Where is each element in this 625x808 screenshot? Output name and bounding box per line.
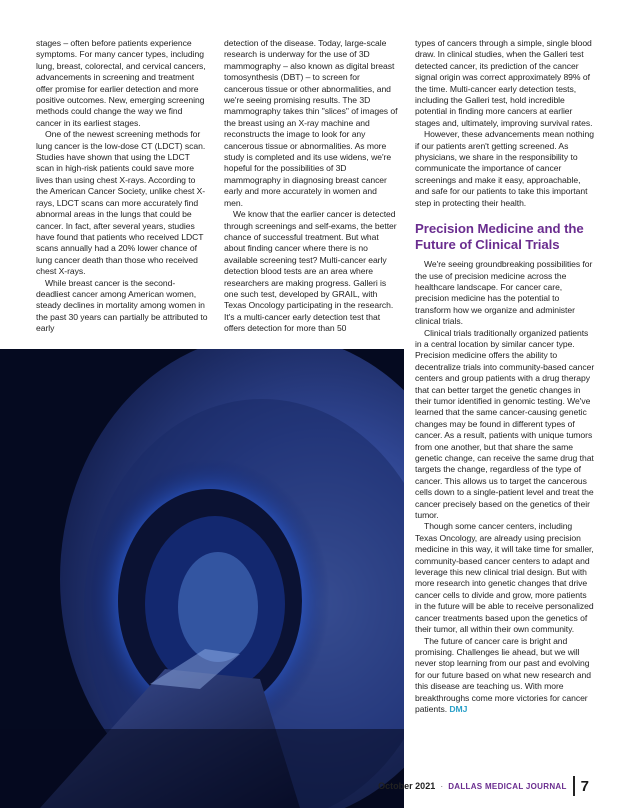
paragraph: However, these advancements mean nothing if our patients aren't getting screened. As physicians, we share in the responsibility to communicate the importance of cancer screenings and make it easy, approachable, and safe for our patients to take this important step in protecting their health. [415, 129, 594, 208]
paragraph: We know that the earlier cancer is detected through screenings and self-exams, the better chance of successful treatment. But what about finding cancer where there is no available screening test? Multi-cancer early detection blood tests are an area where researchers are making progress. Galleri is one such test, developed by GRAIL, with Texas Oncology participating in the research. It's a multi-cancer early detection test that offers detection for more than 50 [224, 209, 397, 334]
paragraph-text: The future of cancer care is bright and promising. Challenges lie ahead, but we will never stop learning from our past and evolving for our future based on what new research and this disease are teaching us. With more breakthroughs come more victories for cancer patients. [415, 635, 591, 714]
paragraph: stages – often before patients experience symptoms. For many cancer types, including lung, breast, colorectal, and cervical cancers, advancements in screening and treatment offer promise for earlier detection and more positive outcomes. New, emerging screening methods could change the way we find cancer in its earliest stages. [36, 38, 206, 128]
paragraph: Clinical trials traditionally organized patients in a central location by similar cancer type. Precision medicine offers the ability to decentralize trials into community-based cancer centers and group patients with a drug therapy that can better target the genetic changes in their tumor identified in genomic testing. We've learned that the same cancer-causing genetic changes may be found in different types of cancer. As a result, patients with unique tumors from one another, but that share the same genetic change, can receive the same drug that targets the change, regardless of the type of cancer. This allows us to target the cancerous cells down to a single-patient level and treat the cancer precisely based on the genetics of their tumor. [415, 327, 595, 521]
scanner-illustration [0, 349, 404, 808]
scanner-photo [0, 349, 404, 808]
end-mark: DMJ [449, 703, 468, 714]
paragraph: We're seeing groundbreaking possibilities for the use of precision medicine across the healthcare landscape. For cancer care, precision medicine has the potential to transform how we organize and administer clinical trials. [415, 259, 593, 327]
paragraph: detection of the disease. Today, large-scale research is underway for the use of 3D mammography – also known as digital breast tomosynthesis (DBT) – to screen for cancerous tissue or other abnormalities, and we're seeing promising results. The 3D mammography takes thin "slices" of images of the breast using an X-ray machine and reconstructs the image to look for any cancerous tissue or abnormalities. As more study is completed and its use widens, we're hopeful for the possibilities of 3D mammography in diagnosing breast cancer early and more accurately in women and men. [224, 38, 398, 208]
page-number: 7 [580, 777, 589, 795]
paragraph: Though some cancer centers, including Texas Oncology, are already using precision medicine in this way, it will take time for smaller, community-based cancer centers to adapt and leverage this new clinical trial design. But with more research into genetic changes that drive cancer cells to divide and grow, more patients in the future will be able to receive personalized cancer treatments based upon the genetics of their tumor, all within their own community. [415, 521, 594, 635]
section-heading: Precision Medicine and the Future of Clinical Trials [415, 221, 584, 252]
footer-separator: · [440, 781, 444, 791]
magazine-name: DALLAS MEDICAL JOURNAL [448, 781, 567, 791]
article-column-2 [224, 38, 398, 335]
issue-date: October 2021 [378, 781, 436, 791]
footer-divider [573, 776, 575, 796]
article-column-3 [415, 38, 595, 715]
paragraph: types of cancers through a simple, single blood draw. In clinical studies, when the Galleri test detected cancer, its prediction of the cancer signal origin was correct approximately 89% of the time. Multi-cancer early detection tests, including the Galleri test, hold incredible potential in finding more cancers at earlier stages and, ultimately, improving survival rates. [415, 38, 593, 128]
page-footer [378, 776, 589, 796]
paragraph: One of the newest screening methods for lung cancer is the low-dose CT (LDCT) scan. Studies have shown that using the LDCT scan in high-risk patients could save more lives than using chest X-rays. According to the American Cancer Society, unlike chest X-rays, LDCT scans can more accurately find abnormal areas in the lungs that could be cancer. In fact, after several years, studies have found that patients who received LDCT scans annually had a 20% lower chance of lung cancer death than those who received chest X-rays. [36, 129, 206, 277]
paragraph: While breast cancer is the second-deadliest cancer among American women, steady declines in mortality among women in the past 30 years can partially be attributed to early [36, 277, 208, 334]
paragraph [415, 636, 595, 716]
article-column-1 [36, 38, 208, 335]
